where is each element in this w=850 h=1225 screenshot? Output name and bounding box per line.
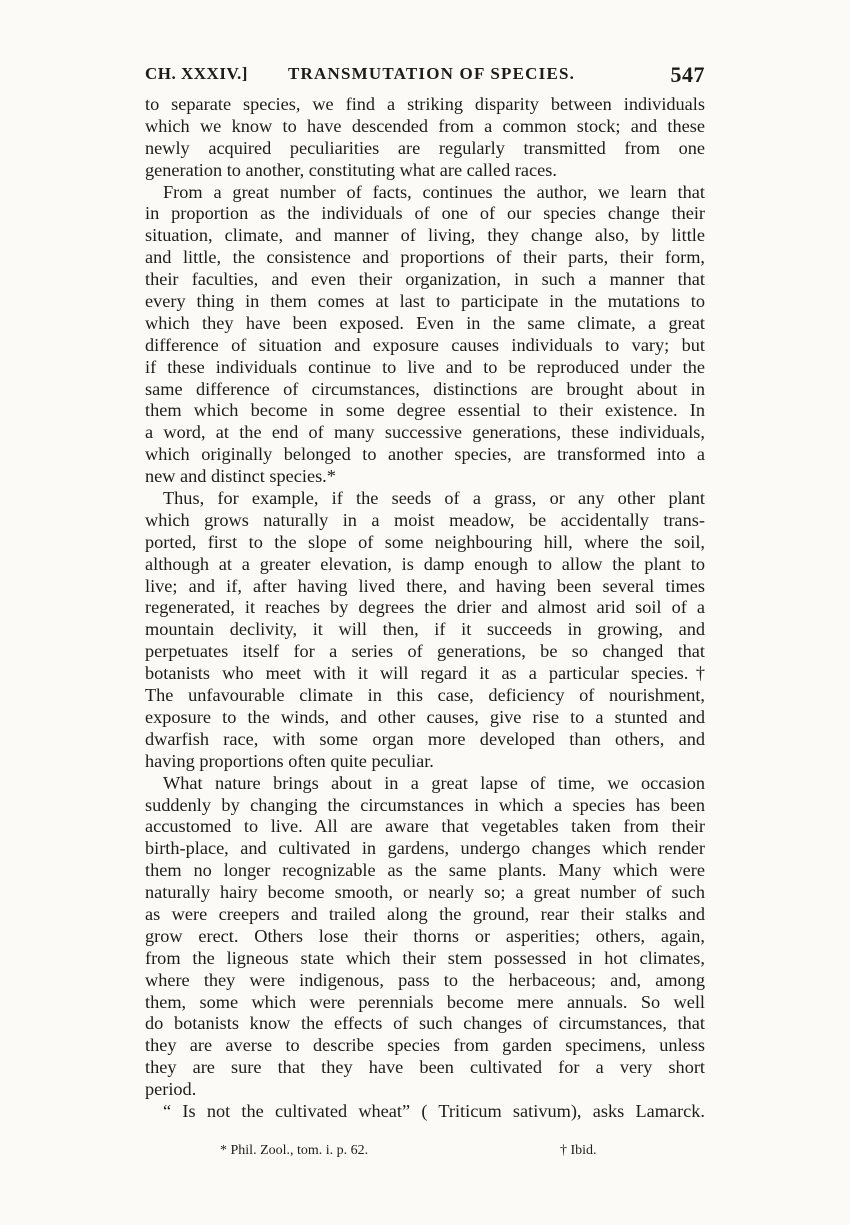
- body-text: [145, 94, 705, 1123]
- text-line: newly acquired peculiarities are regularly transmitted from one: [145, 137, 705, 158]
- text-line: naturally hairy become smooth, or nearly so; a great number of such: [145, 882, 705, 903]
- text-line: ported, first to the slope of some neighbouring hill, where the soil,: [145, 531, 705, 552]
- text-line: them which become in some degree essential to their existence. In: [145, 400, 705, 421]
- text-line: as were creepers and trailed along the ground, rear their stalks and: [145, 903, 705, 924]
- text-line: to separate species, we find a striking disparity between individuals: [145, 94, 705, 114]
- text-line: exposure to the winds, and other causes, give rise to a stunted and: [145, 706, 705, 727]
- text-line: same difference of circumstances, distinctions are brought about in: [145, 378, 705, 399]
- text-line: where they were indigenous, pass to the herbaceous; and, among: [145, 969, 705, 990]
- text-line: accustomed to live. All are aware that vegetables taken from their: [145, 816, 705, 837]
- text-line: period.: [145, 1079, 197, 1100]
- text-line: Thus, for example, if the seeds of a grass, or any other plant: [163, 488, 705, 509]
- text-line: regenerated, it reaches by degrees the drier and almost arid soil of a: [145, 597, 705, 618]
- text-line: them no longer recognizable as the same plants. Many which were: [145, 860, 705, 881]
- text-line: if these individuals continue to live and to be reproduced under the: [145, 356, 705, 377]
- text-line: their faculties, and even their organization, in such a manner that: [145, 269, 705, 290]
- text-line: which grows naturally in a moist meadow, be accidentally trans-: [145, 509, 705, 530]
- text-line: The unfavourable climate in this case, deficiency of nourishment,: [145, 685, 705, 706]
- text-line: dwarfish race, with some organ more developed than others, and: [145, 728, 705, 749]
- text-line: new and distinct species.*: [145, 466, 336, 487]
- text-line: What nature brings about in a great lapse of time, we occasion: [163, 772, 705, 793]
- text-line: although at a greater elevation, is damp enough to allow the plant to: [145, 553, 705, 574]
- text-line: which they have been exposed. Even in the same climate, a great: [145, 312, 705, 333]
- text-line: they are sure that they have been cultivated for a very short: [145, 1057, 705, 1078]
- text-line: and little, the consistence and proportions of their parts, their form,: [145, 247, 705, 268]
- text-line: them, some which were perennials become mere annuals. So well: [145, 991, 705, 1012]
- text-line: botanists who meet with it will regard it as a particular species.†: [145, 663, 705, 684]
- text-line: they are averse to describe species from garden specimens, unless: [145, 1035, 705, 1056]
- text-line: perpetuates itself for a series of generations, be so changed that: [145, 641, 705, 662]
- text-line: difference of situation and exposure causes individuals to vary; but: [145, 334, 705, 355]
- footnote-2: † Ibid.: [560, 1143, 597, 1158]
- text-line: birth-place, and cultivated in gardens, undergo changes which render: [145, 838, 705, 859]
- text-line: mountain declivity, it will then, if it succeeds in growing, and: [145, 619, 705, 640]
- text-line: live; and if, after having lived there, and having been several times: [145, 575, 705, 596]
- footnote-1: * Phil. Zool., tom. i. p. 62.: [220, 1143, 369, 1158]
- text-line: suddenly by changing the circumstances in which a species has been: [145, 794, 705, 815]
- text-line: which we know to have descended from a common stock; and these: [145, 115, 705, 136]
- footnotes: [145, 1143, 705, 1165]
- chapter-label: CH. XXXIV.]: [145, 64, 248, 83]
- text-line: having proportions often quite peculiar.: [145, 750, 434, 771]
- text-line: a word, at the end of many successive generations, these individuals,: [145, 422, 705, 443]
- text-line: generation to another, constituting what are called races.: [145, 159, 557, 180]
- text-line: do botanists know the effects of such changes of circumstances, that: [145, 1013, 705, 1034]
- text-line: which originally belonged to another species, are transformed into a: [145, 444, 705, 465]
- running-header: [145, 64, 705, 90]
- page-number: 547: [670, 62, 705, 87]
- text-line: “ Is not the cultivated wheat” ( Triticum sativum), asks Lamarck.: [163, 1100, 705, 1121]
- text-line: in proportion as the individuals of one of our species change their: [145, 203, 705, 224]
- text-line: situation, climate, and manner of living, they change also, by little: [145, 225, 705, 246]
- text-line: grow erect. Others lose their thorns or asperities; others, again,: [145, 925, 705, 946]
- text-line: every thing in them comes at last to participate in the mutations to: [145, 291, 705, 312]
- text-line: from the ligneous state which their stem possessed in hot climates,: [145, 947, 705, 968]
- text-line: From a great number of facts, continues the author, we learn that: [163, 181, 705, 202]
- running-title: TRANSMUTATION OF SPECIES.: [288, 64, 576, 83]
